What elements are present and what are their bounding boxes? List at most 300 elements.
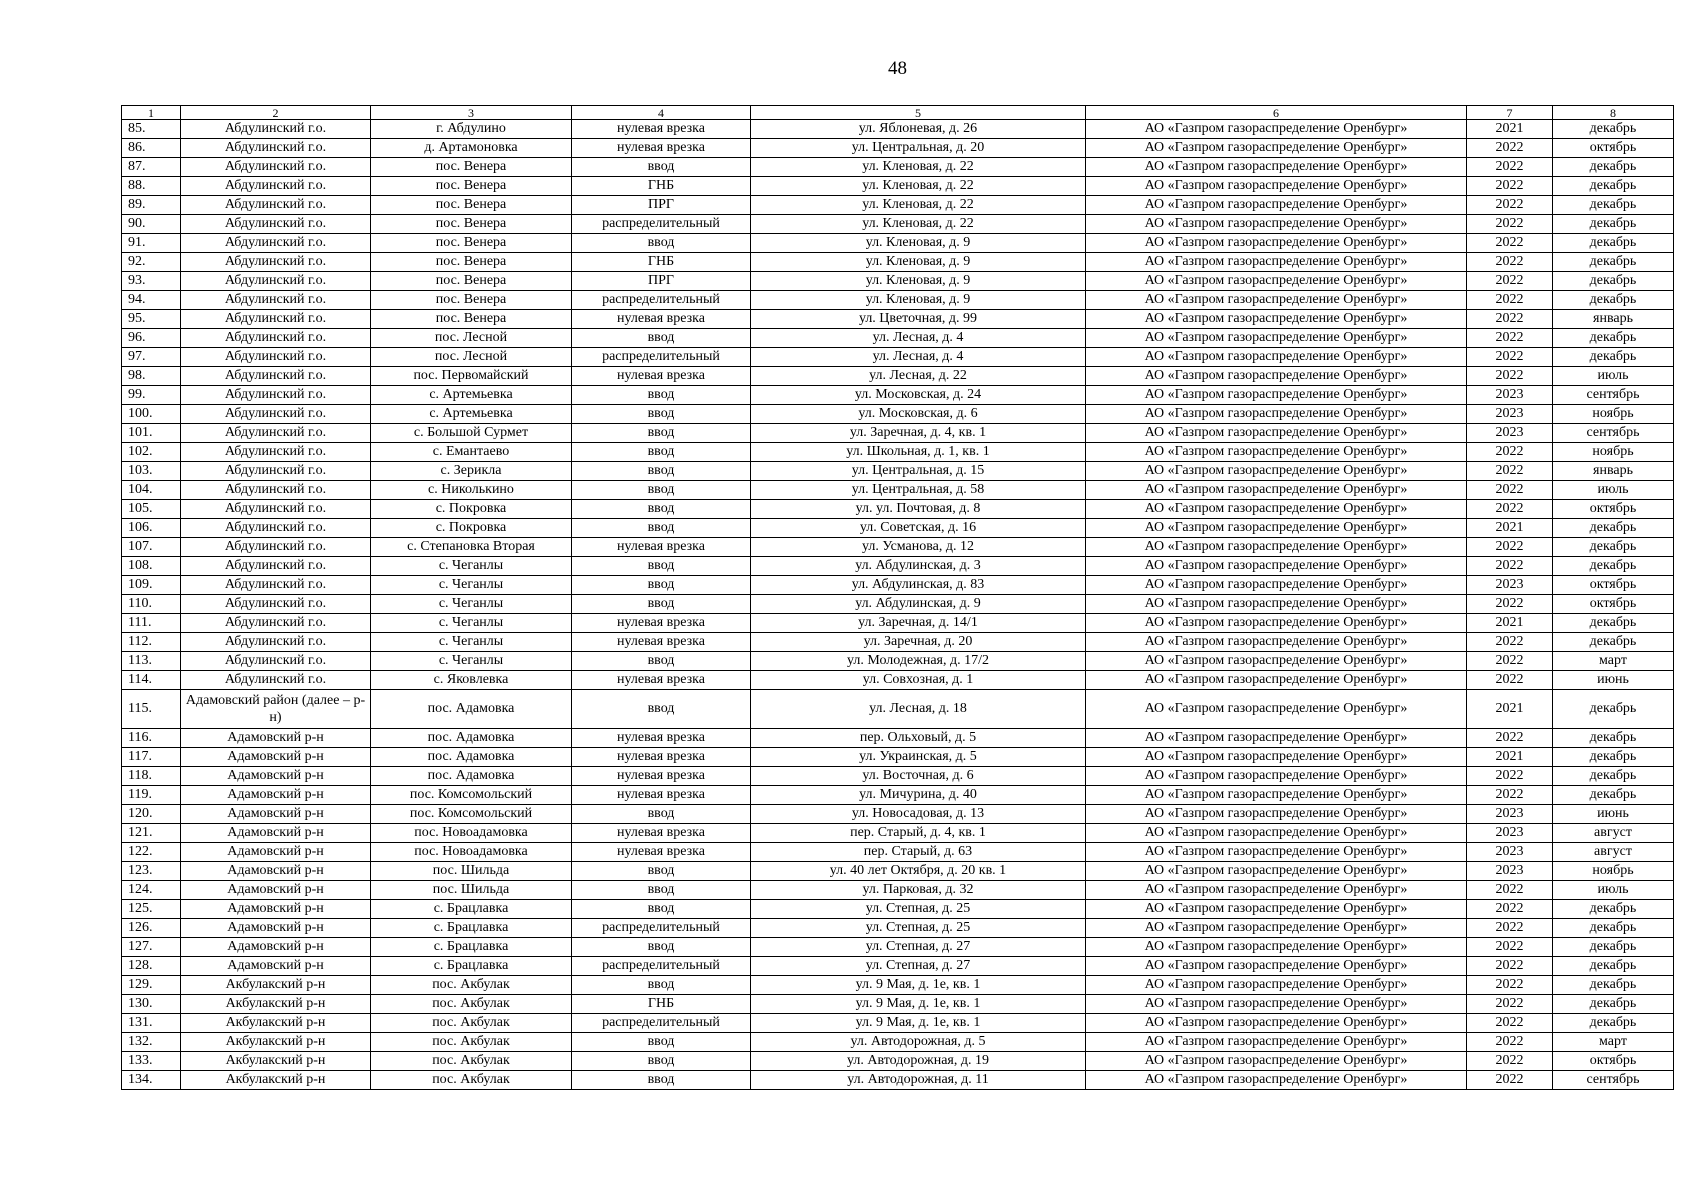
year-cell: 2022: [1467, 595, 1553, 614]
table-row: [122, 177, 1674, 196]
table-row: [122, 215, 1674, 234]
row-number-cell: 104.: [122, 481, 181, 500]
year-cell: 2022: [1467, 234, 1553, 253]
row-number-cell: 125.: [122, 900, 181, 919]
address-cell: ул. Кленовая, д. 9: [751, 234, 1086, 253]
settlement-cell: пос. Венера: [371, 310, 572, 329]
settlement-cell: с. Брацлавка: [371, 957, 572, 976]
work-type-cell: нулевая врезка: [572, 538, 751, 557]
organization-cell: АО «Газпром газораспределение Оренбург»: [1086, 1014, 1467, 1033]
table-row: [122, 995, 1674, 1014]
row-number-cell: 98.: [122, 367, 181, 386]
year-cell: 2022: [1467, 481, 1553, 500]
organization-cell: АО «Газпром газораспределение Оренбург»: [1086, 177, 1467, 196]
settlement-cell: пос. Новоадамовка: [371, 824, 572, 843]
district-cell: Абдулинский г.о.: [181, 215, 371, 234]
work-type-cell: ввод: [572, 234, 751, 253]
year-cell: 2021: [1467, 120, 1553, 139]
month-cell: декабрь: [1553, 748, 1674, 767]
address-cell: ул. Кленовая, д. 22: [751, 158, 1086, 177]
organization-cell: АО «Газпром газораспределение Оренбург»: [1086, 348, 1467, 367]
year-cell: 2022: [1467, 291, 1553, 310]
work-type-cell: ввод: [572, 576, 751, 595]
district-cell: Акбулакский р-н: [181, 1052, 371, 1071]
work-type-cell: ввод: [572, 481, 751, 500]
work-type-cell: распределительный: [572, 291, 751, 310]
month-cell: январь: [1553, 462, 1674, 481]
work-type-cell: ГНБ: [572, 253, 751, 272]
year-cell: 2022: [1467, 329, 1553, 348]
settlement-cell: с. Чеганлы: [371, 652, 572, 671]
table-row: [122, 671, 1674, 690]
organization-cell: АО «Газпром газораспределение Оренбург»: [1086, 500, 1467, 519]
address-cell: ул. Степная, д. 27: [751, 957, 1086, 976]
address-cell: ул. 9 Мая, д. 1е, кв. 1: [751, 1014, 1086, 1033]
month-cell: декабрь: [1553, 253, 1674, 272]
row-number-cell: 131.: [122, 1014, 181, 1033]
district-cell: Абдулинский г.о.: [181, 652, 371, 671]
settlement-cell: пос. Акбулак: [371, 1014, 572, 1033]
year-cell: 2022: [1467, 253, 1553, 272]
month-cell: декабрь: [1553, 729, 1674, 748]
year-cell: 2022: [1467, 786, 1553, 805]
row-number-cell: 120.: [122, 805, 181, 824]
column-header: 2: [181, 106, 371, 120]
district-cell: Абдулинский г.о.: [181, 120, 371, 139]
address-cell: ул. Заречная, д. 20: [751, 633, 1086, 652]
month-cell: декабрь: [1553, 120, 1674, 139]
month-cell: декабрь: [1553, 957, 1674, 976]
table-row: [122, 158, 1674, 177]
settlement-cell: с. Брацлавка: [371, 938, 572, 957]
month-cell: декабрь: [1553, 272, 1674, 291]
table-body: [122, 120, 1674, 1090]
address-cell: ул. 9 Мая, д. 1е, кв. 1: [751, 976, 1086, 995]
district-cell: Абдулинский г.о.: [181, 424, 371, 443]
organization-cell: АО «Газпром газораспределение Оренбург»: [1086, 805, 1467, 824]
settlement-cell: пос. Адамовка: [371, 748, 572, 767]
organization-cell: АО «Газпром газораспределение Оренбург»: [1086, 1071, 1467, 1090]
work-type-cell: ввод: [572, 1033, 751, 1052]
row-number-cell: 111.: [122, 614, 181, 633]
settlement-cell: пос. Акбулак: [371, 1033, 572, 1052]
row-number-cell: 123.: [122, 862, 181, 881]
district-cell: Абдулинский г.о.: [181, 386, 371, 405]
work-type-cell: ГНБ: [572, 177, 751, 196]
settlement-cell: пос. Адамовка: [371, 729, 572, 748]
organization-cell: АО «Газпром газораспределение Оренбург»: [1086, 1033, 1467, 1052]
year-cell: 2023: [1467, 824, 1553, 843]
work-type-cell: нулевая врезка: [572, 367, 751, 386]
month-cell: июль: [1553, 367, 1674, 386]
organization-cell: АО «Газпром газораспределение Оренбург»: [1086, 767, 1467, 786]
district-cell: Адамовский р-н: [181, 767, 371, 786]
work-type-cell: ввод: [572, 595, 751, 614]
organization-cell: АО «Газпром газораспределение Оренбург»: [1086, 652, 1467, 671]
district-cell: Акбулакский р-н: [181, 1014, 371, 1033]
work-type-cell: нулевая врезка: [572, 120, 751, 139]
row-number-cell: 122.: [122, 843, 181, 862]
year-cell: 2022: [1467, 1014, 1553, 1033]
work-type-cell: ввод: [572, 1052, 751, 1071]
table-row: [122, 291, 1674, 310]
table-row: [122, 843, 1674, 862]
row-number-cell: 126.: [122, 919, 181, 938]
work-type-cell: ввод: [572, 386, 751, 405]
year-cell: 2021: [1467, 690, 1553, 729]
work-type-cell: ввод: [572, 158, 751, 177]
district-cell: Абдулинский г.о.: [181, 329, 371, 348]
address-cell: ул. Кленовая, д. 22: [751, 177, 1086, 196]
settlement-cell: пос. Акбулак: [371, 1052, 572, 1071]
district-cell: Абдулинский г.о.: [181, 348, 371, 367]
settlement-cell: с. Артемьевка: [371, 405, 572, 424]
work-type-cell: ввод: [572, 900, 751, 919]
column-header: 6: [1086, 106, 1467, 120]
address-cell: ул. Центральная, д. 15: [751, 462, 1086, 481]
address-cell: ул. Кленовая, д. 9: [751, 253, 1086, 272]
row-number-cell: 91.: [122, 234, 181, 253]
organization-cell: АО «Газпром газораспределение Оренбург»: [1086, 614, 1467, 633]
settlement-cell: пос. Венера: [371, 215, 572, 234]
table-header-row: [122, 106, 1674, 120]
address-cell: ул. Совхозная, д. 1: [751, 671, 1086, 690]
district-cell: Адамовский р-н: [181, 862, 371, 881]
settlement-cell: с. Зерикла: [371, 462, 572, 481]
organization-cell: АО «Газпром газораспределение Оренбург»: [1086, 938, 1467, 957]
year-cell: 2022: [1467, 177, 1553, 196]
row-number-cell: 118.: [122, 767, 181, 786]
settlement-cell: пос. Акбулак: [371, 1071, 572, 1090]
settlement-cell: пос. Шильда: [371, 881, 572, 900]
organization-cell: АО «Газпром газораспределение Оренбург»: [1086, 824, 1467, 843]
table-row: [122, 576, 1674, 595]
row-number-cell: 109.: [122, 576, 181, 595]
district-cell: Абдулинский г.о.: [181, 614, 371, 633]
settlement-cell: пос. Новоадамовка: [371, 843, 572, 862]
organization-cell: АО «Газпром газораспределение Оренбург»: [1086, 291, 1467, 310]
organization-cell: АО «Газпром газораспределение Оренбург»: [1086, 462, 1467, 481]
address-cell: ул. Московская, д. 6: [751, 405, 1086, 424]
district-cell: Абдулинский г.о.: [181, 234, 371, 253]
district-cell: Адамовский р-н: [181, 843, 371, 862]
year-cell: 2022: [1467, 348, 1553, 367]
settlement-cell: с. Артемьевка: [371, 386, 572, 405]
settlement-cell: пос. Шильда: [371, 862, 572, 881]
district-cell: Адамовский р-н: [181, 786, 371, 805]
table-row: [122, 196, 1674, 215]
organization-cell: АО «Газпром газораспределение Оренбург»: [1086, 120, 1467, 139]
column-header: 5: [751, 106, 1086, 120]
district-cell: Абдулинский г.о.: [181, 291, 371, 310]
month-cell: декабрь: [1553, 557, 1674, 576]
table-row: [122, 557, 1674, 576]
registry-table: [121, 105, 1674, 1090]
organization-cell: АО «Газпром газораспределение Оренбург»: [1086, 405, 1467, 424]
organization-cell: АО «Газпром газораспределение Оренбург»: [1086, 862, 1467, 881]
month-cell: сентябрь: [1553, 386, 1674, 405]
address-cell: ул. Школьная, д. 1, кв. 1: [751, 443, 1086, 462]
settlement-cell: пос. Лесной: [371, 348, 572, 367]
address-cell: ул. Украинская, д. 5: [751, 748, 1086, 767]
address-cell: ул. Центральная, д. 20: [751, 139, 1086, 158]
table-row: [122, 805, 1674, 824]
year-cell: 2022: [1467, 919, 1553, 938]
organization-cell: АО «Газпром газораспределение Оренбург»: [1086, 843, 1467, 862]
work-type-cell: распределительный: [572, 348, 751, 367]
year-cell: 2023: [1467, 843, 1553, 862]
district-cell: Абдулинский г.о.: [181, 462, 371, 481]
district-cell: Акбулакский р-н: [181, 995, 371, 1014]
address-cell: ул. Автодорожная, д. 5: [751, 1033, 1086, 1052]
address-cell: ул. Кленовая, д. 22: [751, 196, 1086, 215]
work-type-cell: нулевая врезка: [572, 729, 751, 748]
month-cell: сентябрь: [1553, 1071, 1674, 1090]
district-cell: Адамовский р-н: [181, 805, 371, 824]
organization-cell: АО «Газпром газораспределение Оренбург»: [1086, 576, 1467, 595]
month-cell: декабрь: [1553, 291, 1674, 310]
row-number-cell: 127.: [122, 938, 181, 957]
row-number-cell: 132.: [122, 1033, 181, 1052]
organization-cell: АО «Газпром газораспределение Оренбург»: [1086, 196, 1467, 215]
organization-cell: АО «Газпром газораспределение Оренбург»: [1086, 633, 1467, 652]
work-type-cell: ввод: [572, 500, 751, 519]
district-cell: Абдулинский г.о.: [181, 139, 371, 158]
organization-cell: АО «Газпром газораспределение Оренбург»: [1086, 748, 1467, 767]
settlement-cell: г. Абдулино: [371, 120, 572, 139]
settlement-cell: с. Покровка: [371, 500, 572, 519]
work-type-cell: ввод: [572, 462, 751, 481]
year-cell: 2022: [1467, 995, 1553, 1014]
settlement-cell: пос. Акбулак: [371, 995, 572, 1014]
work-type-cell: ввод: [572, 557, 751, 576]
address-cell: ул. Советская, д. 16: [751, 519, 1086, 538]
table-row: [122, 519, 1674, 538]
row-number-cell: 88.: [122, 177, 181, 196]
table-row: [122, 386, 1674, 405]
district-cell: Адамовский р-н: [181, 957, 371, 976]
year-cell: 2023: [1467, 862, 1553, 881]
year-cell: 2022: [1467, 139, 1553, 158]
district-cell: Абдулинский г.о.: [181, 272, 371, 291]
organization-cell: АО «Газпром газораспределение Оренбург»: [1086, 919, 1467, 938]
month-cell: декабрь: [1553, 995, 1674, 1014]
district-cell: Абдулинский г.о.: [181, 443, 371, 462]
district-cell: Адамовский р-н: [181, 900, 371, 919]
work-type-cell: ввод: [572, 443, 751, 462]
settlement-cell: пос. Адамовка: [371, 690, 572, 729]
work-type-cell: нулевая врезка: [572, 824, 751, 843]
year-cell: 2022: [1467, 538, 1553, 557]
row-number-cell: 86.: [122, 139, 181, 158]
organization-cell: АО «Газпром газораспределение Оренбург»: [1086, 900, 1467, 919]
district-cell: Адамовский р-н: [181, 881, 371, 900]
address-cell: ул. Восточная, д. 6: [751, 767, 1086, 786]
address-cell: пер. Старый, д. 4, кв. 1: [751, 824, 1086, 843]
year-cell: 2023: [1467, 424, 1553, 443]
table-row: [122, 690, 1674, 729]
year-cell: 2022: [1467, 652, 1553, 671]
month-cell: октябрь: [1553, 576, 1674, 595]
month-cell: октябрь: [1553, 500, 1674, 519]
address-cell: ул. 9 Мая, д. 1е, кв. 1: [751, 995, 1086, 1014]
work-type-cell: ввод: [572, 862, 751, 881]
district-cell: Абдулинский г.о.: [181, 519, 371, 538]
row-number-cell: 94.: [122, 291, 181, 310]
table-row: [122, 1071, 1674, 1090]
address-cell: ул. Цветочная, д. 99: [751, 310, 1086, 329]
district-cell: Акбулакский р-н: [181, 1033, 371, 1052]
month-cell: август: [1553, 843, 1674, 862]
row-number-cell: 124.: [122, 881, 181, 900]
organization-cell: АО «Газпром газораспределение Оренбург»: [1086, 139, 1467, 158]
month-cell: декабрь: [1553, 1014, 1674, 1033]
row-number-cell: 100.: [122, 405, 181, 424]
year-cell: 2022: [1467, 196, 1553, 215]
work-type-cell: распределительный: [572, 957, 751, 976]
column-header: 3: [371, 106, 572, 120]
work-type-cell: ввод: [572, 881, 751, 900]
settlement-cell: пос. Адамовка: [371, 767, 572, 786]
settlement-cell: пос. Венера: [371, 177, 572, 196]
address-cell: ул. Лесная, д. 4: [751, 348, 1086, 367]
year-cell: 2022: [1467, 443, 1553, 462]
work-type-cell: ввод: [572, 690, 751, 729]
work-type-cell: ввод: [572, 519, 751, 538]
work-type-cell: нулевая врезка: [572, 843, 751, 862]
settlement-cell: с. Емантаево: [371, 443, 572, 462]
organization-cell: АО «Газпром газораспределение Оренбург»: [1086, 234, 1467, 253]
address-cell: ул. Лесная, д. 22: [751, 367, 1086, 386]
year-cell: 2022: [1467, 500, 1553, 519]
year-cell: 2022: [1467, 938, 1553, 957]
district-cell: Акбулакский р-н: [181, 1071, 371, 1090]
address-cell: ул. Абдулинская, д. 3: [751, 557, 1086, 576]
year-cell: 2022: [1467, 957, 1553, 976]
row-number-cell: 99.: [122, 386, 181, 405]
settlement-cell: пос. Первомайский: [371, 367, 572, 386]
row-number-cell: 134.: [122, 1071, 181, 1090]
month-cell: январь: [1553, 310, 1674, 329]
year-cell: 2021: [1467, 519, 1553, 538]
year-cell: 2022: [1467, 881, 1553, 900]
year-cell: 2022: [1467, 900, 1553, 919]
organization-cell: АО «Газпром газораспределение Оренбург»: [1086, 881, 1467, 900]
address-cell: ул. Автодорожная, д. 19: [751, 1052, 1086, 1071]
table-row: [122, 824, 1674, 843]
address-cell: ул. Центральная, д. 58: [751, 481, 1086, 500]
year-cell: 2022: [1467, 729, 1553, 748]
month-cell: декабрь: [1553, 767, 1674, 786]
work-type-cell: нулевая врезка: [572, 748, 751, 767]
settlement-cell: пос. Акбулак: [371, 976, 572, 995]
row-number-cell: 113.: [122, 652, 181, 671]
row-number-cell: 110.: [122, 595, 181, 614]
district-cell: Абдулинский г.о.: [181, 253, 371, 272]
address-cell: ул. Заречная, д. 14/1: [751, 614, 1086, 633]
table-row: [122, 443, 1674, 462]
organization-cell: АО «Газпром газораспределение Оренбург»: [1086, 995, 1467, 1014]
address-cell: ул. Степная, д. 27: [751, 938, 1086, 957]
month-cell: октябрь: [1553, 595, 1674, 614]
district-cell: Акбулакский р-н: [181, 976, 371, 995]
year-cell: 2021: [1467, 748, 1553, 767]
organization-cell: АО «Газпром газораспределение Оренбург»: [1086, 481, 1467, 500]
table-row: [122, 329, 1674, 348]
settlement-cell: с. Степановка Вторая: [371, 538, 572, 557]
work-type-cell: ввод: [572, 329, 751, 348]
row-number-cell: 116.: [122, 729, 181, 748]
district-cell: Абдулинский г.о.: [181, 481, 371, 500]
row-number-cell: 102.: [122, 443, 181, 462]
address-cell: ул. ул. Почтовая, д. 8: [751, 500, 1086, 519]
district-cell: Адамовский р-н: [181, 748, 371, 767]
settlement-cell: с. Брацлавка: [371, 900, 572, 919]
row-number-cell: 117.: [122, 748, 181, 767]
organization-cell: АО «Газпром газораспределение Оренбург»: [1086, 671, 1467, 690]
organization-cell: АО «Газпром газораспределение Оренбург»: [1086, 519, 1467, 538]
column-header: 7: [1467, 106, 1553, 120]
work-type-cell: нулевая врезка: [572, 767, 751, 786]
row-number-cell: 92.: [122, 253, 181, 272]
table-row: [122, 1014, 1674, 1033]
settlement-cell: с. Большой Сурмет: [371, 424, 572, 443]
organization-cell: АО «Газпром газораспределение Оренбург»: [1086, 386, 1467, 405]
month-cell: декабрь: [1553, 215, 1674, 234]
year-cell: 2022: [1467, 671, 1553, 690]
address-cell: ул. Степная, д. 25: [751, 900, 1086, 919]
month-cell: декабрь: [1553, 348, 1674, 367]
month-cell: декабрь: [1553, 976, 1674, 995]
month-cell: март: [1553, 652, 1674, 671]
table-row: [122, 424, 1674, 443]
table-row: [122, 348, 1674, 367]
month-cell: декабрь: [1553, 938, 1674, 957]
organization-cell: АО «Газпром газораспределение Оренбург»: [1086, 443, 1467, 462]
district-cell: Адамовский р-н: [181, 919, 371, 938]
row-number-cell: 90.: [122, 215, 181, 234]
settlement-cell: пос. Венера: [371, 234, 572, 253]
table-row: [122, 139, 1674, 158]
month-cell: декабрь: [1553, 900, 1674, 919]
address-cell: ул. Автодорожная, д. 11: [751, 1071, 1086, 1090]
district-cell: Абдулинский г.о.: [181, 310, 371, 329]
settlement-cell: с. Брацлавка: [371, 919, 572, 938]
organization-cell: АО «Газпром газораспределение Оренбург»: [1086, 690, 1467, 729]
month-cell: октябрь: [1553, 1052, 1674, 1071]
month-cell: декабрь: [1553, 196, 1674, 215]
year-cell: 2022: [1467, 272, 1553, 291]
settlement-cell: пос. Венера: [371, 158, 572, 177]
row-number-cell: 89.: [122, 196, 181, 215]
organization-cell: АО «Газпром газораспределение Оренбург»: [1086, 538, 1467, 557]
table-row: [122, 272, 1674, 291]
address-cell: ул. Московская, д. 24: [751, 386, 1086, 405]
work-type-cell: распределительный: [572, 215, 751, 234]
year-cell: 2023: [1467, 386, 1553, 405]
month-cell: декабрь: [1553, 177, 1674, 196]
work-type-cell: ввод: [572, 405, 751, 424]
organization-cell: АО «Газпром газораспределение Оренбург»: [1086, 253, 1467, 272]
row-number-cell: 95.: [122, 310, 181, 329]
row-number-cell: 105.: [122, 500, 181, 519]
table-row: [122, 976, 1674, 995]
table-row: [122, 1033, 1674, 1052]
work-type-cell: ввод: [572, 652, 751, 671]
month-cell: ноябрь: [1553, 443, 1674, 462]
table-row: [122, 786, 1674, 805]
column-header: 1: [122, 106, 181, 120]
